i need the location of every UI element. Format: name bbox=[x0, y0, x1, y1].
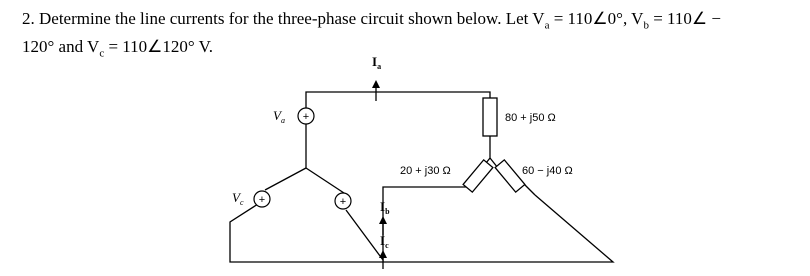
impedance-left bbox=[463, 160, 493, 192]
impedance-top bbox=[483, 98, 497, 136]
wire-star-vc bbox=[265, 168, 306, 190]
source-vb bbox=[335, 193, 351, 209]
impedance-top-value: 80 + j50 Ω bbox=[505, 112, 556, 124]
impedance-right bbox=[495, 160, 525, 192]
vb-value: = 110∠ − bbox=[648, 9, 721, 28]
source-vc-polarity: + bbox=[258, 194, 266, 206]
label-ic: $I_c$ bbox=[380, 233, 389, 250]
wire-b bbox=[346, 187, 466, 260]
label-ib: $I_b$ bbox=[380, 199, 390, 216]
impedance-right-value: 60 − j40 Ω bbox=[522, 165, 573, 177]
source-vb-polarity: + bbox=[339, 196, 347, 208]
arrowhead-ia bbox=[372, 80, 380, 88]
vb-subscript: b bbox=[643, 19, 649, 32]
impedance-left-value: 20 + j30 Ω bbox=[400, 165, 451, 177]
source-vc bbox=[254, 191, 270, 207]
arrowhead-ib bbox=[379, 216, 387, 224]
arrowhead-ic bbox=[379, 250, 387, 258]
wire-star-vb bbox=[306, 168, 344, 193]
source-va-polarity: + bbox=[302, 111, 310, 123]
va-value: = 110∠0°, V bbox=[549, 9, 644, 28]
label-vc: $V_c$ bbox=[232, 190, 244, 207]
label-ia: $I_a$ bbox=[372, 54, 382, 71]
va-subscript: a bbox=[544, 19, 550, 32]
source-va bbox=[298, 108, 314, 124]
wire-a bbox=[306, 92, 490, 108]
vc-subscript: c bbox=[99, 47, 105, 60]
problem-text-2: 120° and V bbox=[22, 37, 100, 57]
vc-value: = 110∠120° V. bbox=[104, 37, 213, 57]
wire-c bbox=[230, 195, 613, 262]
problem-text-1: 2. Determine the line currents for the three-phase circuit shown below. Let V bbox=[22, 9, 545, 28]
label-va: $V_a$ bbox=[273, 108, 285, 125]
